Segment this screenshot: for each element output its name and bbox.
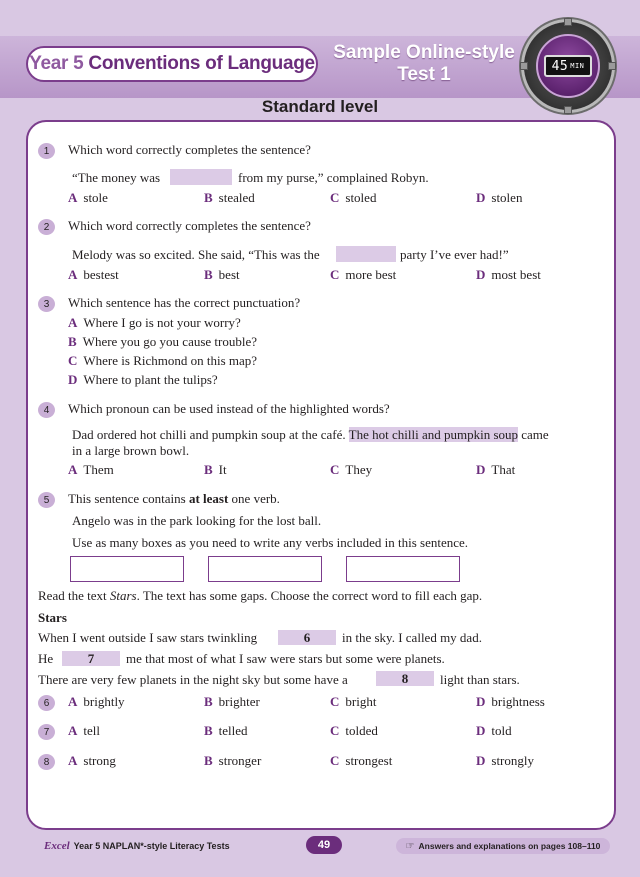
q2-sentence-before: Melody was so excited. She said, “This was the [72,247,320,262]
footer-brand [44,840,230,852]
page-title [26,46,318,82]
question-number: 5 [38,492,55,508]
book-title: Year 5 NAPLAN*-style Literacy Tests [73,841,230,851]
question-number: 7 [38,724,55,740]
q8-option-c[interactable]: C strongest [330,753,393,768]
q7-option-d[interactable]: D told [476,723,512,738]
q3-option-b[interactable]: B Where you go you cause trouble? [68,334,258,349]
q6-option-b[interactable]: B brighter [204,694,260,709]
q3-question: Which sentence has the correct punctuation? [68,295,301,310]
verb-answer-box-2[interactable] [208,556,322,582]
q8-option-b[interactable]: B stronger [204,753,262,768]
stars-line1-before: When I went outside I saw stars twinkling [38,630,258,645]
q3-option-d[interactable]: D Where to plant the tulips? [68,372,218,387]
timer-screw [564,18,572,26]
question-number: 2 [38,219,55,235]
q4-option-d[interactable]: D That [476,462,516,477]
title-subject: Conventions of Language [88,53,315,74]
q4-passage-line2: in a large brown bowl. [72,443,190,458]
q1-question: Which word correctly completes the sentence? [68,142,311,157]
stars-line2-before: He [38,651,54,666]
gap-6: 6 [278,630,336,645]
timer-value: 45 [551,58,569,74]
verb-answer-box-1[interactable] [70,556,184,582]
q7-option-c[interactable]: C tolded [330,723,378,738]
verb-answer-box-3[interactable] [346,556,460,582]
q2-option-b[interactable]: B best [204,267,240,282]
q2-sentence-after: party I’ve ever had!” [400,247,509,262]
q6-option-a[interactable]: A brightly [68,694,125,709]
q7-option-a[interactable]: A tell [68,723,100,738]
gap-8: 8 [376,671,434,686]
question-number: 8 [38,754,55,770]
q1-sentence-after: from my purse,” complained Robyn. [238,170,429,185]
stars-intro: Read the text Stars. The text has some gaps. Choose the correct word to fill each gap. [38,588,483,603]
q1-option-b[interactable]: B stealed [204,190,255,205]
q6-option-d[interactable]: D brightness [476,694,545,709]
question-number: 6 [38,695,55,711]
q3-option-c[interactable]: C Where is Richmond on this map? [68,353,258,368]
timer-unit: MIN [570,62,585,70]
question-number: 1 [38,143,55,159]
question-number: 4 [38,402,55,418]
brand-logo: Excel [44,840,70,852]
q5-question: This sentence contains at least one verb. [68,491,280,506]
q7-option-b[interactable]: B telled [204,723,248,738]
q1-sentence-before: “The money was [72,170,161,185]
pointing-hand-icon: ☞ [405,840,415,852]
q2-option-c[interactable]: C more best [330,267,397,282]
q1-option-a[interactable]: A stole [68,190,108,205]
q2-gap [336,246,396,262]
q1-option-c[interactable]: C stoled [330,190,377,205]
q8-option-a[interactable]: A strong [68,753,116,768]
stars-line2-after: me that most of what I saw were stars but some were planets. [126,651,445,666]
q6-option-c[interactable]: C bright [330,694,377,709]
q1-gap [170,169,232,185]
answers-reference [396,838,610,854]
q4-option-c[interactable]: C They [330,462,373,477]
q4-highlighted-words: The hot chilli and pumpkin soup [348,427,519,442]
stars-line1-after: in the sky. I called my dad. [342,630,482,645]
stars-heading: Stars [38,610,67,625]
answers-text: Answers and explanations on pages 108–110 [418,841,601,851]
q4-passage-line1: Dad ordered hot chilli and pumpkin soup at the café. The hot chilli and pumpkin soup came [72,427,549,442]
q4-option-a[interactable]: A Them [68,462,114,477]
q5-instruction: Use as many boxes as you need to write any verbs included in this sentence. [72,535,469,550]
question-number: 3 [38,296,55,312]
stars-line3-before: There are very few planets in the night sky but some have a [38,672,348,687]
test-title-line2: Test 1 [397,64,451,85]
timer-screw [608,62,616,70]
level-heading: Standard level [261,97,379,116]
q2-question: Which word correctly completes the sentence? [68,218,311,233]
page-footer [0,836,640,856]
timer-screw [520,62,528,70]
question-card [26,120,616,830]
timer-display [544,55,592,77]
q4-option-b[interactable]: B It [204,462,227,477]
q4-question: Which pronoun can be used instead of the highlighted words? [68,401,390,416]
stars-line3-after: light than stars. [440,672,520,687]
q5-sentence: Angelo was in the park looking for the lost ball. [72,513,322,528]
q3-option-a[interactable]: A Where I go is not your worry? [68,315,241,330]
title-year: Year 5 [29,53,84,74]
q2-option-d[interactable]: D most best [476,267,541,282]
q8-option-d[interactable]: D strongly [476,753,535,768]
gap-7: 7 [62,651,120,666]
page-number: 49 [306,836,342,854]
test-title-line1: Sample Online-style [333,42,515,63]
q1-option-d[interactable]: D stolen [476,190,523,205]
test-title [318,42,530,86]
q2-option-a[interactable]: A bestest [68,267,119,282]
